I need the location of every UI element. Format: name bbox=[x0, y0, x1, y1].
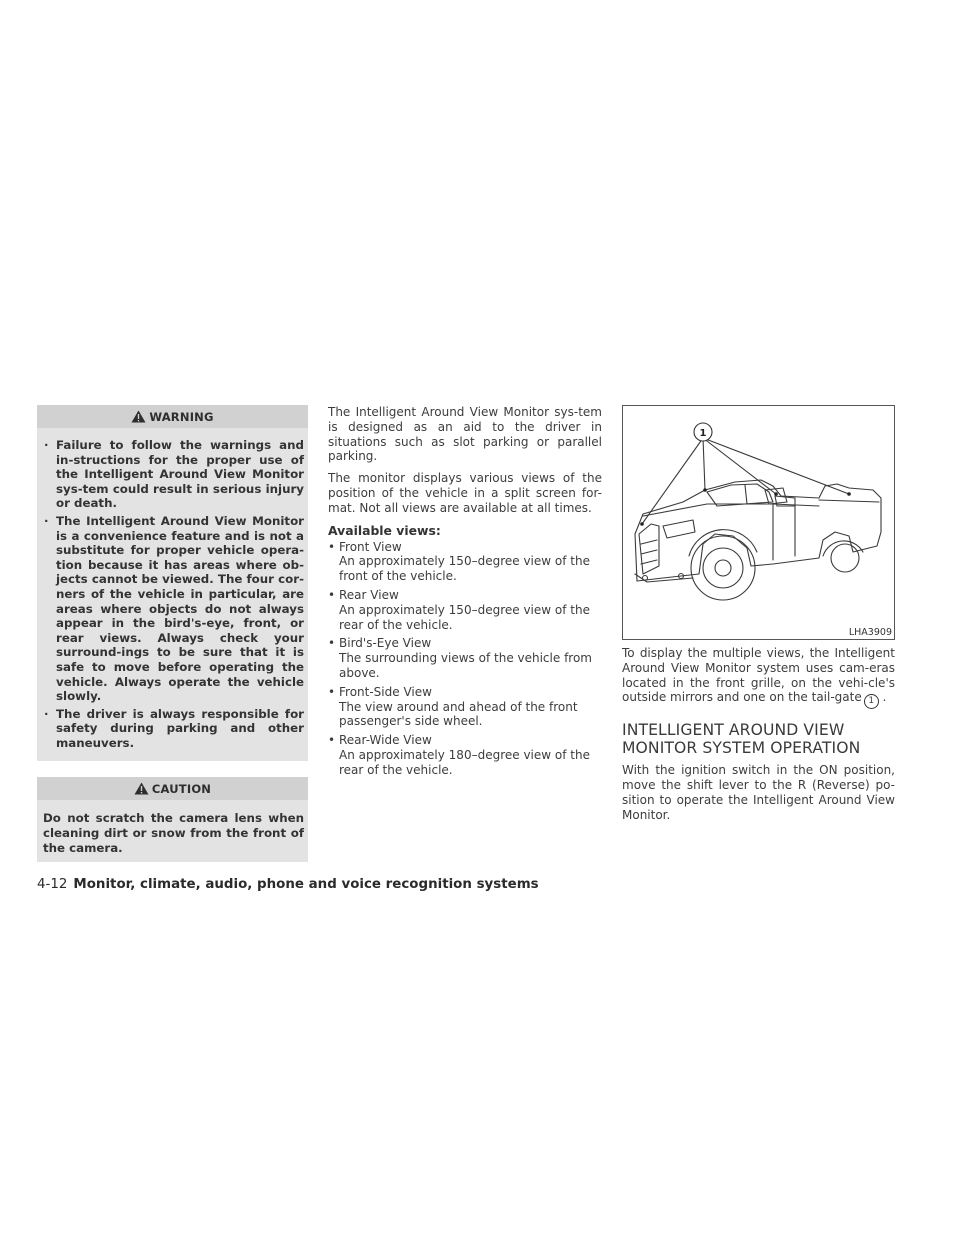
caution-title: CAUTION bbox=[151, 781, 212, 796]
warning-body bbox=[37, 428, 308, 761]
caution-icon bbox=[134, 782, 149, 795]
list-item: • Front View An approximately 150–degree view of the front of the vehicle. bbox=[328, 539, 590, 584]
list-item: • Rear-Wide View An approximately 180–degree view of the rear of the vehicle. bbox=[328, 733, 590, 777]
warning-header bbox=[37, 405, 308, 428]
page-number: 4-12 bbox=[37, 877, 68, 892]
warning-item: · The driver is always responsible for safety during parking and other maneuvers. bbox=[44, 706, 304, 750]
list-item: • Front-Side View The view around and ahead of the front passenger's side wheel. bbox=[328, 684, 578, 729]
page-footer bbox=[37, 877, 539, 892]
middle-column bbox=[328, 405, 602, 782]
section-title: INTELLIGENT AROUND VIEW MONITOR SYSTEM OPERATION bbox=[622, 721, 861, 758]
callout-marker: 1 bbox=[864, 694, 879, 709]
caution-text: Do not scratch the camera lens when cleaning dirt or snow from the front of the camera. bbox=[43, 811, 304, 855]
list-item: • Bird's-Eye View The surrounding views of the vehicle from above. bbox=[328, 636, 592, 680]
display-paragraph: To display the multiple views, the Intelligent Around View Monitor system uses cam-eras located in the front grille, on the vehi-cle's outside mirrors and one on the tail-gate 1 . bbox=[622, 646, 895, 709]
warning-item: · The Intelligent Around View Monitor is a convenience feature and is not a substitute for proper vehicle opera-tion because it has areas where ob-jects cannot be viewed. The four cor-ners of the vehicle in particular, are areas where objects do not always appear in the bird's-eye, front, or rear views. Always check your surround-ings to be sure that it is safe to move before operating the vehicle. Always operate the vehicle slowly. bbox=[44, 513, 304, 704]
views-heading: Available views: bbox=[328, 522, 441, 538]
figure-code: LHA3909 bbox=[848, 627, 892, 638]
warning-box bbox=[37, 405, 308, 761]
truck-camera-figure bbox=[622, 405, 895, 640]
list-item: • Rear View An approximately 150–degree view of the rear of the vehicle. bbox=[328, 587, 590, 632]
right-column bbox=[622, 405, 895, 829]
caution-header bbox=[37, 777, 308, 800]
intro-paragraph: The Intelligent Around View Monitor sys-tem is designed as an aid to the driver in situations such as slot parking or parallel parking. bbox=[328, 405, 602, 464]
warning-item: · Failure to follow the warnings and in-structions for the proper use of the Intelligent Around View Monitor sys-tem could result in serious injury or death. bbox=[44, 438, 304, 511]
warning-icon bbox=[131, 410, 146, 423]
truck-illustration bbox=[623, 406, 894, 639]
caution-box bbox=[37, 777, 308, 862]
chapter-title: Monitor, climate, audio, phone and voice recognition systems bbox=[73, 877, 539, 892]
views-paragraph: The monitor displays various views of the position of the vehicle in a split screen for-mat. Not all views are available at all times. bbox=[328, 471, 602, 515]
views-list bbox=[328, 540, 602, 778]
warning-title: WARNING bbox=[149, 409, 214, 424]
operation-paragraph: With the ignition switch in the ON position, move the shift lever to the R (Reverse) po-sition to operate the Intelligent Around View Monitor. bbox=[622, 763, 895, 822]
figure-callout-number: 1 bbox=[699, 428, 707, 439]
left-column bbox=[37, 405, 308, 862]
